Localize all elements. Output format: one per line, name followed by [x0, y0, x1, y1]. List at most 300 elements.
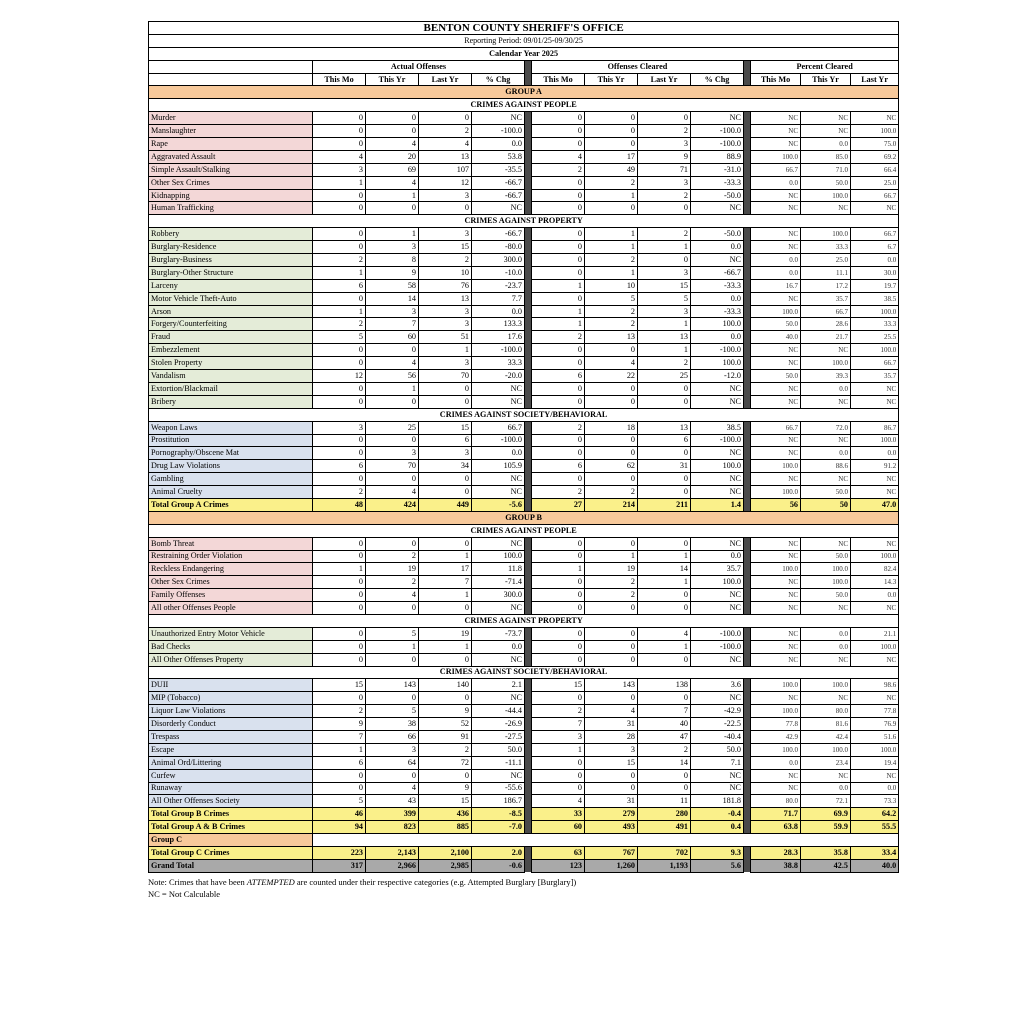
value-cell: -5.6 — [472, 498, 525, 511]
value-cell: 50.0 — [751, 370, 801, 383]
value-cell: 30.0 — [851, 266, 899, 279]
value-cell: 0 — [532, 537, 585, 550]
table-row — [149, 254, 899, 267]
value-cell: NC — [801, 602, 851, 615]
value-cell: 100.0 — [472, 550, 525, 563]
value-cell: 0 — [532, 434, 585, 447]
value-cell: 12 — [419, 176, 472, 189]
value-cell: NC — [751, 202, 801, 215]
value-cell: NC — [801, 769, 851, 782]
table-row — [149, 266, 899, 279]
value-cell: 2 — [638, 228, 691, 241]
reporting-period: Reporting Period: 09/01/25-09/30/25 — [149, 34, 899, 47]
value-cell: 143 — [366, 679, 419, 692]
value-cell: 2 — [313, 705, 366, 718]
row-label: Forgery/Counterfeiting — [149, 318, 313, 331]
value-cell: 0 — [638, 382, 691, 395]
value-cell: NC — [851, 486, 899, 499]
value-cell: 14 — [638, 756, 691, 769]
value-cell: 50.0 — [472, 743, 525, 756]
value-cell: -66.7 — [472, 176, 525, 189]
value-cell: 63 — [532, 847, 585, 860]
row-label: Vandalism — [149, 370, 313, 383]
value-cell: 133.3 — [472, 318, 525, 331]
row-label: Gambling — [149, 473, 313, 486]
value-cell: 0 — [532, 769, 585, 782]
value-cell: 11 — [638, 795, 691, 808]
column-gap — [525, 460, 532, 473]
value-cell: 50.0 — [801, 550, 851, 563]
value-cell: 0.0 — [472, 640, 525, 653]
value-cell: 25 — [638, 370, 691, 383]
value-cell: 50.0 — [691, 743, 744, 756]
column-header-row — [149, 73, 899, 86]
table-row — [149, 743, 899, 756]
column-gap — [744, 627, 751, 640]
value-cell: -23.7 — [472, 279, 525, 292]
value-cell: 21.1 — [851, 627, 899, 640]
value-cell: 0.0 — [801, 782, 851, 795]
value-cell: NC — [751, 292, 801, 305]
value-cell: 0.0 — [801, 627, 851, 640]
table-row — [149, 344, 899, 357]
table-row — [149, 550, 899, 563]
value-cell: 0 — [532, 653, 585, 666]
value-cell: 0 — [585, 653, 638, 666]
value-cell: 66 — [366, 730, 419, 743]
value-cell: NC — [851, 112, 899, 125]
column-gap — [525, 305, 532, 318]
value-cell: 2,985 — [419, 859, 472, 872]
value-cell: 23.4 — [801, 756, 851, 769]
row-label: Trespass — [149, 730, 313, 743]
value-cell: NC — [851, 395, 899, 408]
value-cell: 0 — [419, 653, 472, 666]
value-cell: 0 — [313, 550, 366, 563]
row-label: Burglary-Business — [149, 254, 313, 267]
value-cell: NC — [751, 125, 801, 138]
section-header: CRIMES AGAINST SOCIETY/BEHAVIORAL — [149, 408, 899, 421]
column-gap — [525, 228, 532, 241]
value-cell: NC — [691, 692, 744, 705]
value-cell: 35.7 — [801, 292, 851, 305]
column-gap — [744, 718, 751, 731]
value-cell: 0.0 — [751, 254, 801, 267]
column-gap — [525, 743, 532, 756]
value-cell: 0 — [419, 473, 472, 486]
value-cell: 38.5 — [851, 292, 899, 305]
value-cell: 100.0 — [691, 318, 744, 331]
column-gap — [744, 563, 751, 576]
value-cell: 223 — [313, 847, 366, 860]
value-cell: 31 — [638, 460, 691, 473]
value-cell: 491 — [638, 821, 691, 834]
section-header-row — [149, 215, 899, 228]
value-cell: 0 — [532, 228, 585, 241]
value-cell: -31.0 — [691, 163, 744, 176]
value-cell: 0.0 — [472, 447, 525, 460]
value-cell: 0 — [585, 125, 638, 138]
value-cell: 0 — [585, 434, 638, 447]
column-gap — [525, 434, 532, 447]
value-cell: 0 — [419, 769, 472, 782]
column-gap — [744, 292, 751, 305]
column-gap — [525, 125, 532, 138]
value-cell: 6 — [638, 434, 691, 447]
section-header-row — [149, 524, 899, 537]
column-gap — [744, 447, 751, 460]
value-cell: 100.0 — [801, 679, 851, 692]
value-cell: 100.0 — [751, 460, 801, 473]
table-row — [149, 150, 899, 163]
value-cell: 1 — [313, 176, 366, 189]
value-cell: 69 — [366, 163, 419, 176]
value-cell: 0 — [313, 344, 366, 357]
value-cell: 85.0 — [801, 150, 851, 163]
row-label: Total Group A Crimes — [149, 498, 313, 511]
value-cell: NC — [751, 537, 801, 550]
value-cell: NC — [472, 112, 525, 125]
value-cell: 9 — [419, 705, 472, 718]
column-gap — [744, 730, 751, 743]
column-gap — [744, 421, 751, 434]
value-cell: 4 — [532, 795, 585, 808]
value-cell: 424 — [366, 498, 419, 511]
column-gap — [744, 241, 751, 254]
value-cell: NC — [691, 653, 744, 666]
value-cell: 2 — [419, 743, 472, 756]
value-cell: -27.5 — [472, 730, 525, 743]
column-gap — [525, 150, 532, 163]
value-cell: 71.7 — [751, 808, 801, 821]
row-label: Grand Total — [149, 859, 313, 872]
value-cell: 2 — [366, 576, 419, 589]
value-cell: 0 — [313, 782, 366, 795]
row-label: Restraining Order Violation — [149, 550, 313, 563]
value-cell: 143 — [585, 679, 638, 692]
value-cell: 88.9 — [691, 150, 744, 163]
value-cell: 0.0 — [851, 782, 899, 795]
value-cell: -100.0 — [472, 434, 525, 447]
value-cell: 4 — [366, 176, 419, 189]
value-cell: 0 — [313, 434, 366, 447]
value-cell: 77.8 — [751, 718, 801, 731]
column-header: Last Yr — [851, 73, 899, 86]
column-gap — [525, 241, 532, 254]
value-cell: 0 — [532, 254, 585, 267]
value-cell: -8.5 — [472, 808, 525, 821]
value-cell: 1 — [638, 318, 691, 331]
column-header: Last Yr — [638, 73, 691, 86]
table-row — [149, 602, 899, 615]
value-cell: NC — [801, 395, 851, 408]
column-gap — [525, 795, 532, 808]
value-cell: -66.7 — [472, 189, 525, 202]
value-cell: 6.7 — [851, 241, 899, 254]
blank-header-cell — [149, 60, 313, 73]
table-row — [149, 718, 899, 731]
value-cell: 77.8 — [851, 705, 899, 718]
row-label: Total Group B Crimes — [149, 808, 313, 821]
table-row — [149, 447, 899, 460]
value-cell: 46 — [313, 808, 366, 821]
value-cell: 0.0 — [691, 241, 744, 254]
value-cell: 449 — [419, 498, 472, 511]
value-cell: 100.0 — [751, 150, 801, 163]
value-cell: 0 — [419, 112, 472, 125]
value-cell: 0 — [366, 602, 419, 615]
value-cell: 5.6 — [691, 859, 744, 872]
value-cell: 76.9 — [851, 718, 899, 731]
value-cell: 10 — [585, 279, 638, 292]
column-gap — [744, 743, 751, 756]
value-cell: 0 — [313, 189, 366, 202]
column-gap — [525, 589, 532, 602]
value-cell: 4 — [366, 589, 419, 602]
column-gap — [525, 202, 532, 215]
value-cell: NC — [691, 473, 744, 486]
value-cell: 0 — [313, 138, 366, 151]
column-gap — [744, 331, 751, 344]
value-cell: 100.0 — [801, 563, 851, 576]
value-cell: 100.0 — [801, 357, 851, 370]
value-cell: 0 — [532, 447, 585, 460]
value-cell: 71 — [638, 163, 691, 176]
row-label: MIP (Tobacco) — [149, 692, 313, 705]
value-cell: 5 — [313, 795, 366, 808]
value-cell: NC — [691, 537, 744, 550]
value-cell: 0 — [532, 292, 585, 305]
value-cell: 0 — [366, 653, 419, 666]
row-label: Simple Assault/Stalking — [149, 163, 313, 176]
value-cell: 100.0 — [851, 434, 899, 447]
value-cell: NC — [691, 395, 744, 408]
value-cell: 66.7 — [472, 421, 525, 434]
value-cell: 100.0 — [751, 305, 801, 318]
table-row — [149, 653, 899, 666]
value-cell: 300.0 — [472, 254, 525, 267]
value-cell: -10.0 — [472, 266, 525, 279]
value-cell: 0.0 — [691, 292, 744, 305]
value-cell: 0.0 — [751, 176, 801, 189]
row-label: Burglary-Residence — [149, 241, 313, 254]
value-cell: 19 — [366, 563, 419, 576]
value-cell: 0 — [532, 395, 585, 408]
section-header: CRIMES AGAINST SOCIETY/BEHAVIORAL — [149, 666, 899, 679]
value-cell: 0 — [366, 434, 419, 447]
value-cell: -73.7 — [472, 627, 525, 640]
value-cell: 33.3 — [801, 241, 851, 254]
column-gap — [525, 821, 532, 834]
value-cell: -20.0 — [472, 370, 525, 383]
value-cell: 50 — [801, 498, 851, 511]
value-cell: NC — [472, 692, 525, 705]
column-header: This Yr — [585, 73, 638, 86]
value-cell: NC — [691, 202, 744, 215]
value-cell: 823 — [366, 821, 419, 834]
row-label: All other Offenses People — [149, 602, 313, 615]
value-cell: 2 — [532, 163, 585, 176]
column-header: This Mo — [313, 73, 366, 86]
table-row — [149, 756, 899, 769]
value-cell: -50.0 — [691, 228, 744, 241]
value-cell: 47.0 — [851, 498, 899, 511]
value-cell: 15 — [585, 756, 638, 769]
value-cell: NC — [472, 395, 525, 408]
value-cell: 0 — [419, 602, 472, 615]
row-label: Manslaughter — [149, 125, 313, 138]
column-gap — [525, 60, 532, 73]
value-cell: 0 — [313, 228, 366, 241]
value-cell: NC — [851, 653, 899, 666]
table-row — [149, 241, 899, 254]
total-row — [149, 847, 899, 860]
value-cell: 13 — [638, 421, 691, 434]
value-cell: 0 — [419, 382, 472, 395]
total-row — [149, 821, 899, 834]
value-cell: 100.0 — [751, 743, 801, 756]
table-row — [149, 138, 899, 151]
column-gap — [525, 576, 532, 589]
value-cell: 2 — [638, 743, 691, 756]
row-label: Fraud — [149, 331, 313, 344]
value-cell: 1 — [366, 640, 419, 653]
column-gap — [525, 473, 532, 486]
value-cell: 1 — [638, 241, 691, 254]
value-cell: 69.2 — [851, 150, 899, 163]
value-cell: 13 — [585, 331, 638, 344]
row-label: Reckless Endangering — [149, 563, 313, 576]
value-cell: 66.7 — [801, 305, 851, 318]
value-cell: 0.0 — [691, 331, 744, 344]
value-cell: 2 — [313, 254, 366, 267]
value-cell: -55.6 — [472, 782, 525, 795]
value-cell: 3 — [419, 318, 472, 331]
value-cell: 0 — [585, 112, 638, 125]
value-cell: 0 — [532, 112, 585, 125]
row-label: Extortion/Blackmail — [149, 382, 313, 395]
row-label: Animal Cruelty — [149, 486, 313, 499]
value-cell: 123 — [532, 859, 585, 872]
value-cell: 214 — [585, 498, 638, 511]
column-header: Last Yr — [419, 73, 472, 86]
value-cell: 5 — [366, 705, 419, 718]
value-cell: 0 — [585, 382, 638, 395]
value-cell: 0 — [585, 395, 638, 408]
value-cell: 88.6 — [801, 460, 851, 473]
column-gap — [525, 859, 532, 872]
value-cell: 2 — [532, 486, 585, 499]
value-cell: 0 — [313, 537, 366, 550]
value-cell: 0 — [532, 602, 585, 615]
value-cell: 2,966 — [366, 859, 419, 872]
value-cell: 1 — [419, 550, 472, 563]
value-cell: 0 — [366, 125, 419, 138]
value-cell: 75.0 — [851, 138, 899, 151]
value-cell: 1 — [638, 576, 691, 589]
value-cell: 69.9 — [801, 808, 851, 821]
column-gap — [744, 821, 751, 834]
value-cell: NC — [751, 228, 801, 241]
value-cell: 0 — [532, 589, 585, 602]
value-cell: 8 — [366, 254, 419, 267]
value-cell: -100.0 — [691, 640, 744, 653]
column-gap — [744, 808, 751, 821]
value-cell: NC — [751, 576, 801, 589]
value-cell: 15 — [419, 421, 472, 434]
value-cell: 885 — [419, 821, 472, 834]
column-gap — [525, 112, 532, 125]
value-cell: 63.8 — [751, 821, 801, 834]
row-label: Bad Checks — [149, 640, 313, 653]
value-cell: 1 — [638, 640, 691, 653]
value-cell: 2 — [585, 318, 638, 331]
value-cell: 0 — [638, 782, 691, 795]
row-label: Family Offenses — [149, 589, 313, 602]
value-cell: 0.0 — [801, 640, 851, 653]
value-cell: 0 — [313, 473, 366, 486]
table-row — [149, 421, 899, 434]
row-label: Liquor Law Violations — [149, 705, 313, 718]
table-row — [149, 589, 899, 602]
value-cell: 0 — [638, 537, 691, 550]
footnotes — [148, 876, 576, 900]
value-cell: 17.2 — [801, 279, 851, 292]
value-cell: 2 — [585, 254, 638, 267]
value-cell: 3 — [638, 138, 691, 151]
table-row — [149, 318, 899, 331]
blank-header-cell — [149, 73, 313, 86]
value-cell: 38.8 — [751, 859, 801, 872]
value-cell: NC — [751, 550, 801, 563]
value-cell: 0 — [532, 202, 585, 215]
value-cell: 60 — [532, 821, 585, 834]
column-header: This Mo — [532, 73, 585, 86]
total-row — [149, 808, 899, 821]
value-cell: 19.7 — [851, 279, 899, 292]
value-cell: 13 — [638, 331, 691, 344]
value-cell: 1 — [585, 266, 638, 279]
value-cell: 100.0 — [691, 357, 744, 370]
table-row — [149, 795, 899, 808]
value-cell: 105.9 — [472, 460, 525, 473]
table-row — [149, 292, 899, 305]
value-cell: 33.4 — [851, 847, 899, 860]
table-row — [149, 370, 899, 383]
value-cell: 5 — [366, 627, 419, 640]
value-cell: 40.0 — [851, 859, 899, 872]
value-cell: 60 — [366, 331, 419, 344]
value-cell: 2 — [366, 550, 419, 563]
column-gap — [744, 769, 751, 782]
value-cell: 2 — [585, 589, 638, 602]
value-cell: 0 — [585, 473, 638, 486]
column-gap — [525, 550, 532, 563]
column-gap — [744, 640, 751, 653]
column-gap — [525, 318, 532, 331]
value-cell: NC — [691, 447, 744, 460]
value-cell: -33.3 — [691, 176, 744, 189]
value-cell: 2 — [313, 486, 366, 499]
value-cell: 0 — [313, 357, 366, 370]
value-cell: 6 — [313, 460, 366, 473]
group-c-header-row — [149, 834, 899, 847]
column-gap — [744, 395, 751, 408]
column-gap — [525, 254, 532, 267]
value-cell: 0 — [419, 692, 472, 705]
row-label: Weapon Laws — [149, 421, 313, 434]
value-cell: 100.0 — [751, 679, 801, 692]
